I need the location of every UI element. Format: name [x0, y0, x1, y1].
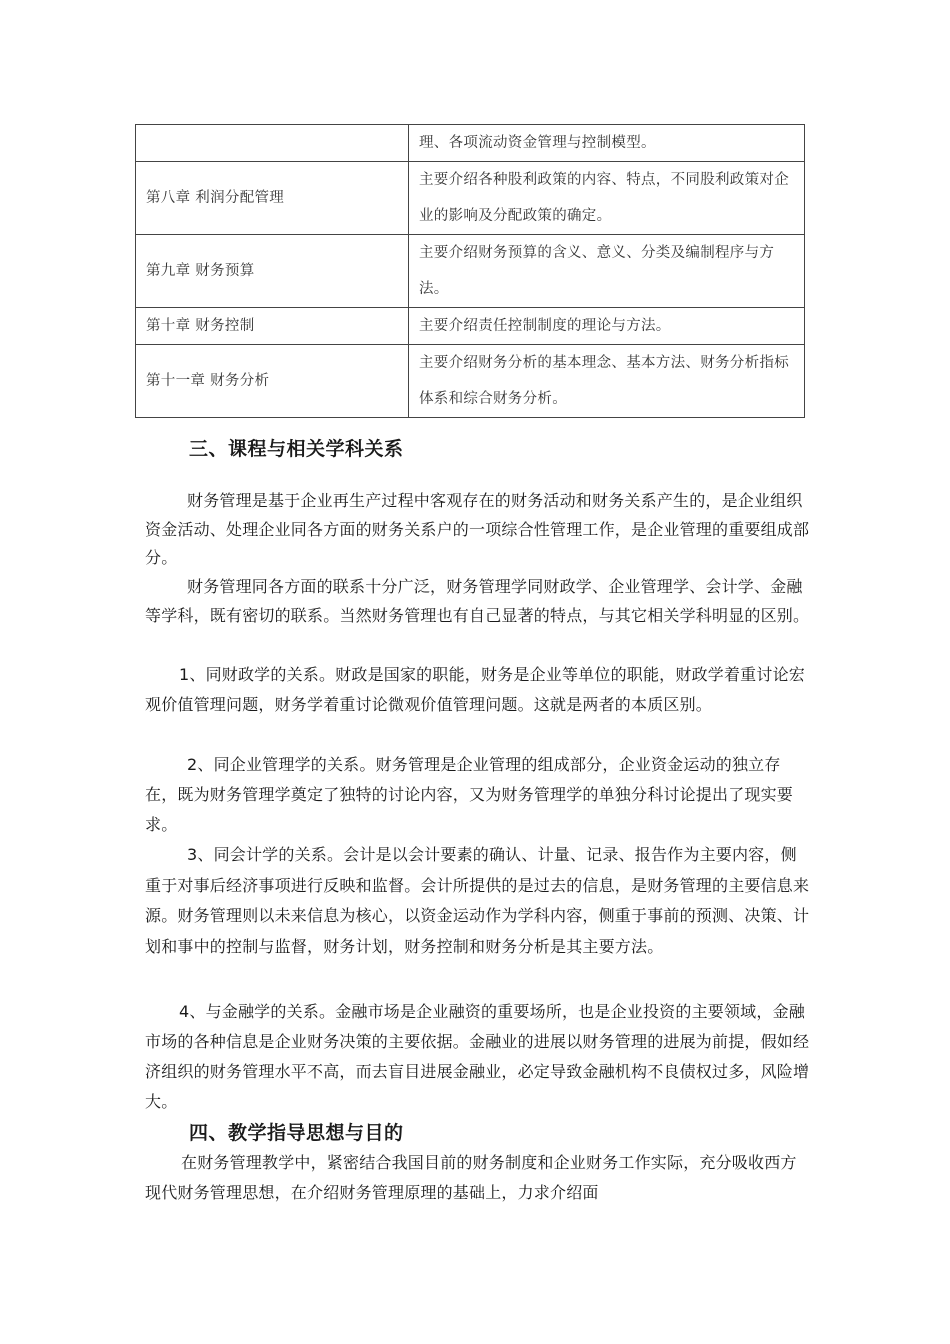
description-cell: 主要介绍财务分析的基本理念、基本方法、财务分析指标体系和综合财务分析。 — [409, 345, 805, 418]
chapter-cell: 第八章 利润分配管理 — [136, 162, 409, 235]
paragraph: 财务管理是基于企业再生产过程中客观存在的财务活动和财务关系产生的，是企业组织资金活动、处理企业同各方面的财务关系户的一项综合性管理工作，是企业管理的重要组成部分。 — [145, 491, 810, 567]
chapter-cell: 第十章 财务控制 — [136, 308, 409, 345]
table-row — [136, 345, 805, 418]
description-cell: 主要介绍责任控制制度的理论与方法。 — [409, 308, 805, 345]
description-cell: 主要介绍各种股利政策的内容、特点，不同股利政策对企业的影响及分配政策的确定。 — [409, 162, 805, 235]
paragraph: 在财务管理教学中，紧密结合我国目前的财务制度和企业财务工作实际，充分吸收西方现代财务管理思想，在介绍财务管理原理的基础上，力求介绍面 — [145, 1153, 797, 1202]
chapter-cell: 第十一章 财务分析 — [136, 345, 409, 418]
description-cell: 主要介绍财务预算的含义、意义、分类及编制程序与方法。 — [409, 235, 805, 308]
paragraph: 1、同财政学的关系。财政是国家的职能，财务是企业等单位的职能，财政学着重讨论宏观价值管理问题，财务学着重讨论微观价值管理问题。这就是两者的本质区别。 — [145, 665, 805, 714]
chapter-cell: 第九章 财务预算 — [136, 235, 409, 308]
table-row — [136, 235, 805, 308]
table-row — [136, 308, 805, 345]
chapter-table — [135, 124, 805, 418]
table-row — [136, 162, 805, 235]
paragraph: 4、与金融学的关系。金融市场是企业融资的重要场所，也是企业投资的主要领域，金融市场的各种信息是企业财务决策的主要依据。金融业的进展以财务管理的进展为前提，假如经济组织的财务管理水平不高，而去盲目进展金融业，必定导致金融机构不良债权过多，风险增大。 — [145, 1002, 810, 1111]
paragraph: 2、同企业管理学的关系。财务管理是企业管理的组成部分，企业资金运动的独立存在，既为财务管理学奠定了独特的讨论内容，又为财务管理学的单独分科讨论提出了现实要求。 — [145, 755, 794, 834]
description-cell: 理、各项流动资金管理与控制模型。 — [409, 125, 805, 162]
chapter-cell — [136, 125, 409, 162]
section-heading: 四、教学指导思想与目的 — [189, 1122, 404, 1144]
section-heading: 三、课程与相关学科关系 — [189, 438, 404, 460]
paragraph: 3、同会计学的关系。会计是以会计要素的确认、计量、记录、报告作为主要内容，侧重于对事后经济事项进行反映和监督。会计所提供的是过去的信息，是财务管理的主要信息来源。财务管理则以未来信息为核心，以资金运动作为学科内容，侧重于事前的预测、决策、计划和事中的控制与监督，财务计划，财务控制和财务分析是其主要方法。 — [145, 845, 810, 956]
table-row — [136, 125, 805, 162]
paragraph: 财务管理同各方面的联系十分广泛，财务管理学同财政学、企业管理学、会计学、金融等学科，既有密切的联系。当然财务管理也有自己显著的特点，与其它相关学科明显的区别。 — [145, 577, 810, 625]
